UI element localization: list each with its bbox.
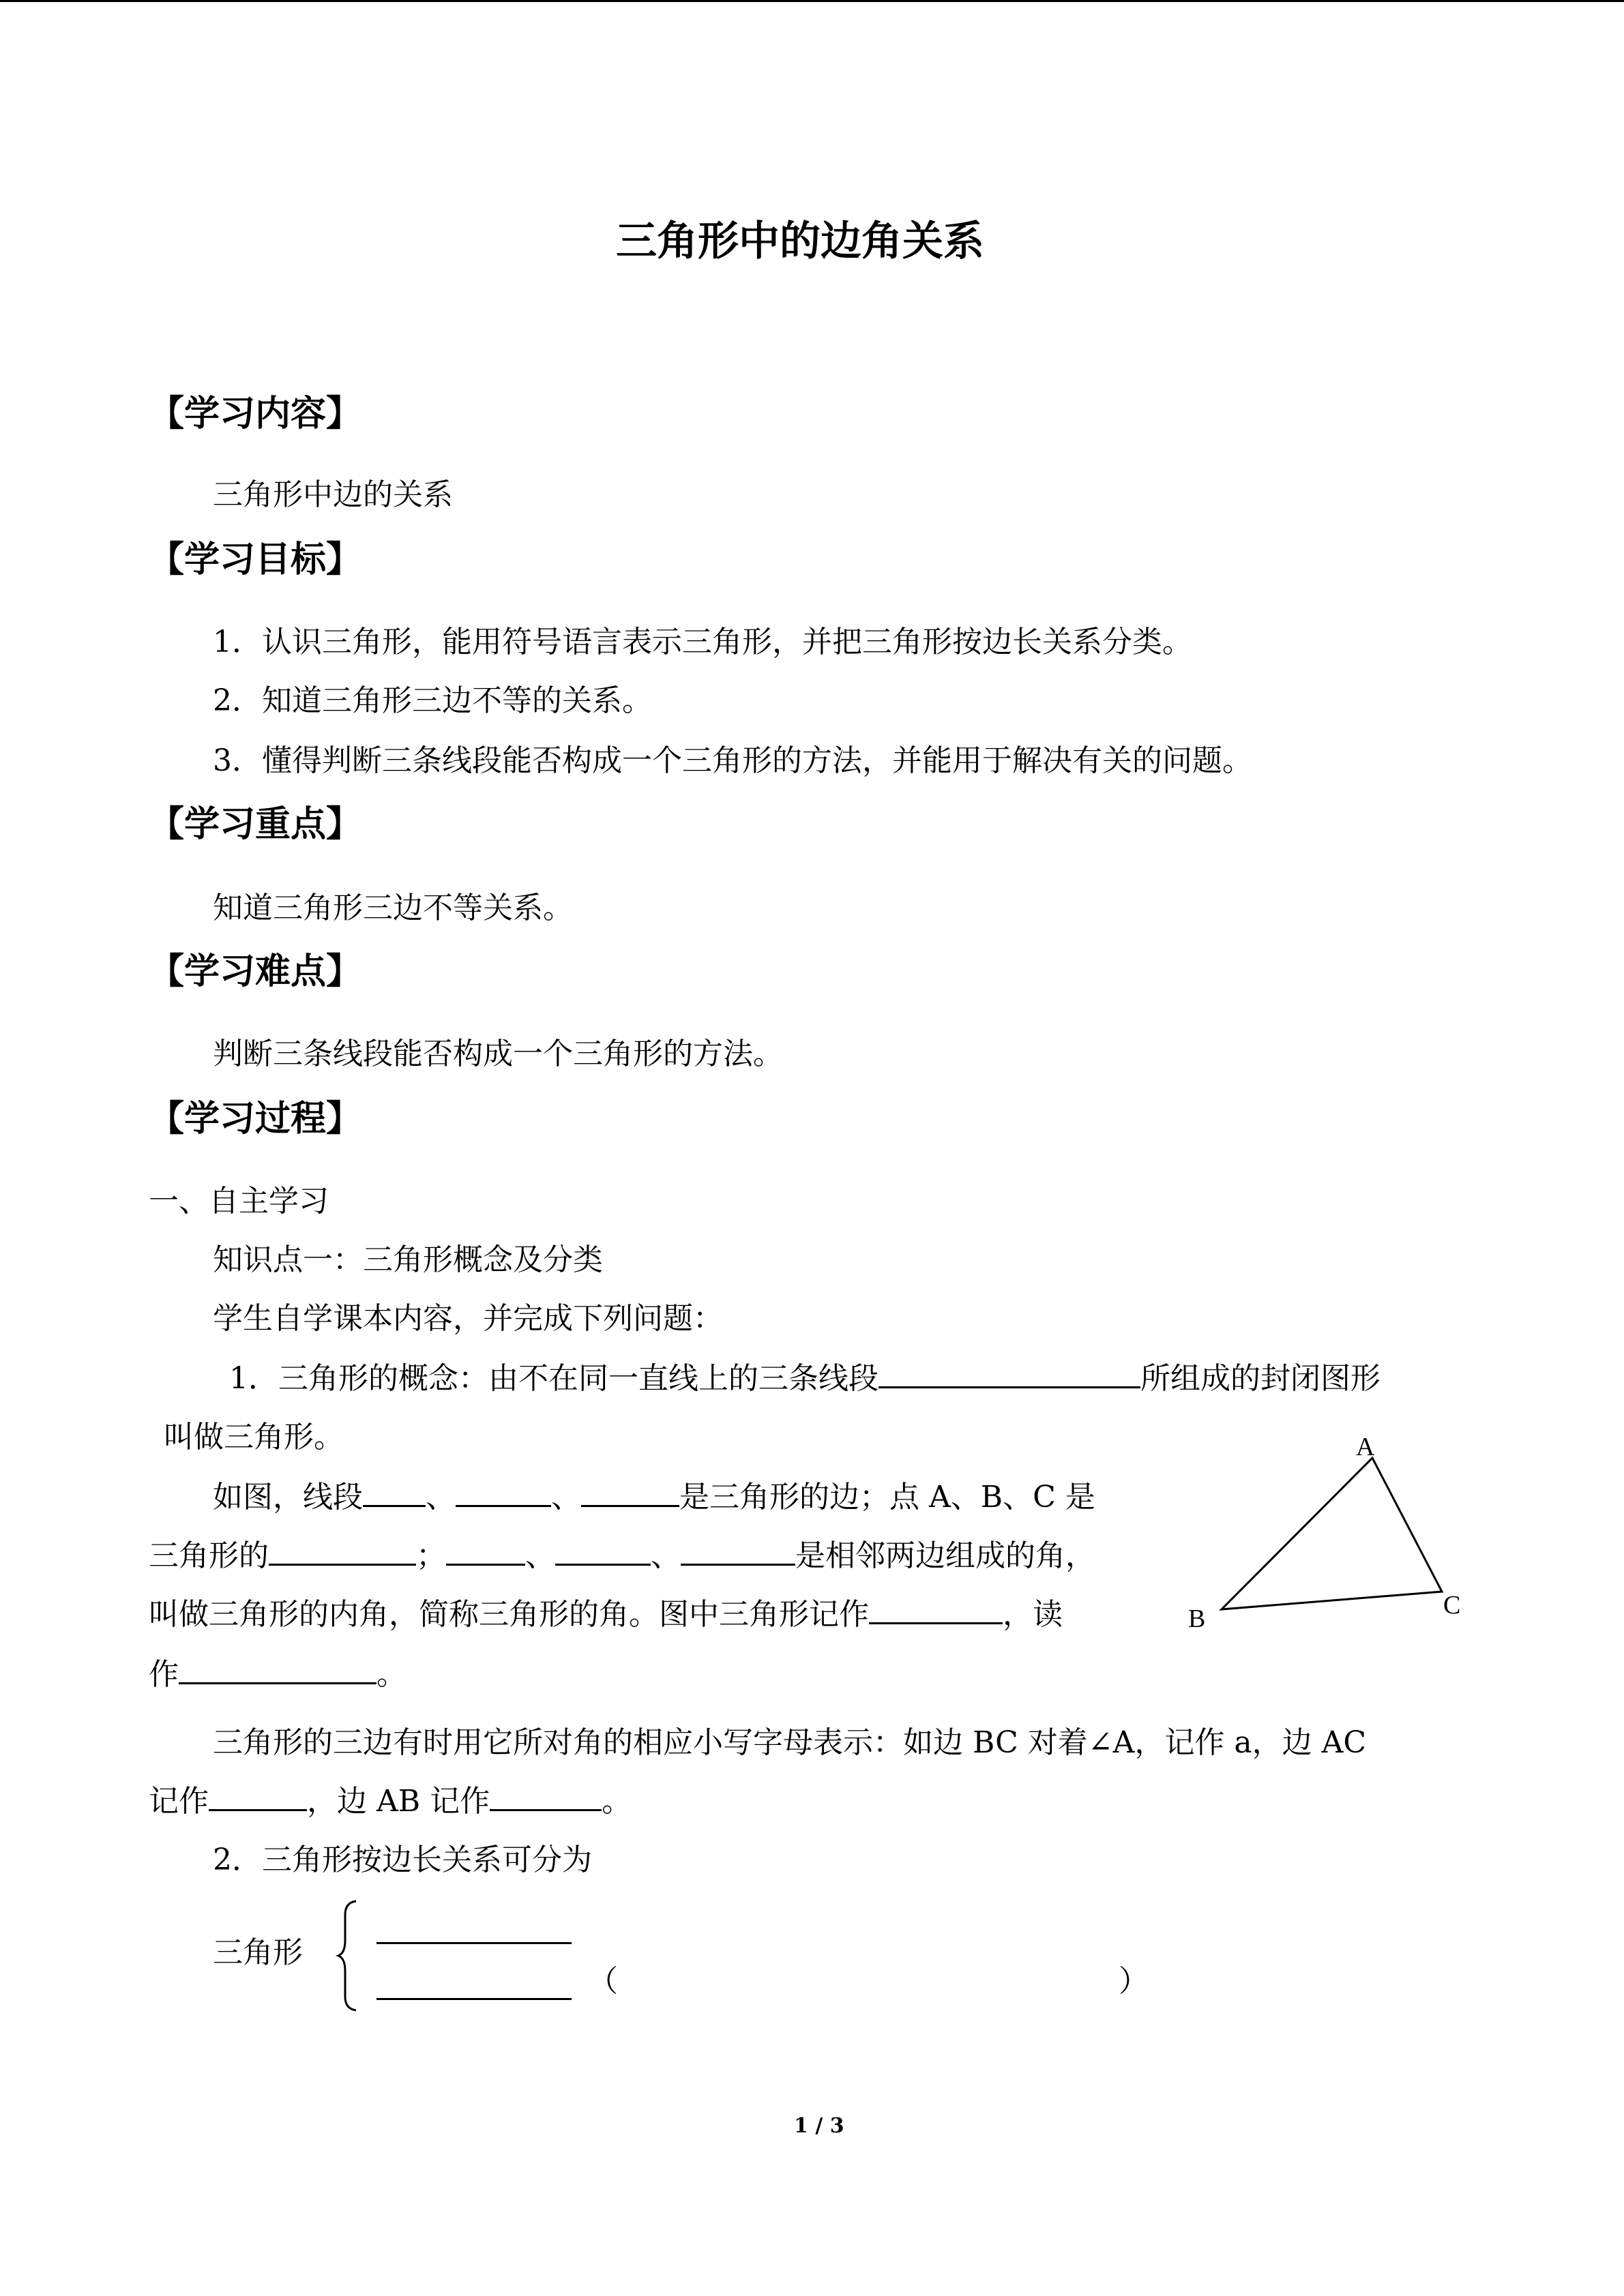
vertex-label-c: C — [1443, 1591, 1461, 1620]
vertex-label-b: B — [1188, 1605, 1206, 1633]
focus-text: 知道三角形三边不等关系。 — [213, 891, 573, 925]
page-title: 三角形中的边角关系 — [616, 218, 984, 265]
page-number: 1 / 3 — [794, 2114, 844, 2138]
heading-process: 【学习过程】 — [149, 1098, 362, 1139]
instruction-text: 学生自学课本内容，并完成下列问题： — [213, 1301, 723, 1336]
goal-2: 2．知道三角形三边不等的关系。 — [213, 683, 652, 718]
heading-goals: 【学习目标】 — [149, 539, 362, 580]
answer-blank[interactable] — [879, 1360, 1140, 1388]
question-2: 2．三角形按边长关系可分为 — [213, 1843, 592, 1877]
classify-blank-2[interactable] — [377, 1975, 572, 2000]
goal-3: 3．懂得判断三条线段能否构成一个三角形的方法，并能用于解决有关的问题。 — [213, 743, 1252, 778]
figure-paragraph-line-1: 如图，线段 、 、 是三角形的边；点 A、B、C 是 — [213, 1480, 1095, 1515]
figure-paragraph-line-4: 作 。 — [149, 1657, 407, 1692]
heading-focus: 【学习重点】 — [149, 803, 362, 845]
triangle-figure — [1187, 1432, 1501, 1657]
answer-blank[interactable] — [581, 1479, 679, 1507]
question-1-continued: 叫做三角形。 — [164, 1420, 344, 1455]
answer-blank[interactable] — [555, 1538, 651, 1566]
answer-blank[interactable] — [490, 1783, 602, 1811]
figure-paragraph-line-2: 三角形的 ； 、 、 是相邻两边组成的角， — [149, 1538, 1095, 1573]
answer-blank[interactable] — [269, 1538, 416, 1566]
heading-content: 【学习内容】 — [149, 393, 362, 434]
vertex-label-a: A — [1356, 1433, 1375, 1461]
answer-blank[interactable] — [456, 1479, 551, 1507]
triangle-abc — [1222, 1458, 1442, 1609]
answer-blank[interactable] — [179, 1656, 377, 1684]
page-top-border — [0, 0, 1624, 2]
close-paren: ） — [1119, 1964, 1149, 1999]
difficulty-text: 判断三条线段能否构成一个三角形的方法。 — [213, 1037, 783, 1071]
sides-notation-line-2: 记作 ，边 AB 记作 。 — [149, 1784, 632, 1819]
answer-blank[interactable] — [681, 1538, 795, 1566]
classify-label: 三角形 — [213, 1935, 303, 1970]
figure-paragraph-line-3: 叫做三角形的内角，简称三角形的角。图中三角形记作 ，读 — [149, 1597, 1063, 1632]
section-self-study: 一、自主学习 — [149, 1184, 329, 1219]
open-paren: （ — [588, 1964, 618, 1999]
question-1-line: 1．三角形的概念：由不在同一直线上的三条线段 所组成的封闭图形 — [229, 1361, 1381, 1396]
heading-difficulty: 【学习难点】 — [149, 951, 362, 992]
content-text: 三角形中边的关系 — [213, 477, 453, 512]
answer-blank[interactable] — [363, 1479, 426, 1507]
answer-blank[interactable] — [209, 1783, 307, 1811]
classify-blank-1[interactable] — [377, 1919, 572, 1944]
goal-1: 1．认识三角形，能用符号语言表示三角形，并把三角形按边长关系分类。 — [213, 625, 1192, 659]
answer-blank[interactable] — [869, 1596, 1003, 1624]
left-brace — [336, 1898, 363, 2014]
answer-blank[interactable] — [446, 1538, 525, 1566]
knowledge-point-1: 知识点一：三角形概念及分类 — [213, 1242, 603, 1277]
sides-notation-line-1: 三角形的三边有时用它所对角的相应小写字母表示：如边 BC 对着∠A，记作 a，边 AC — [213, 1725, 1367, 1760]
